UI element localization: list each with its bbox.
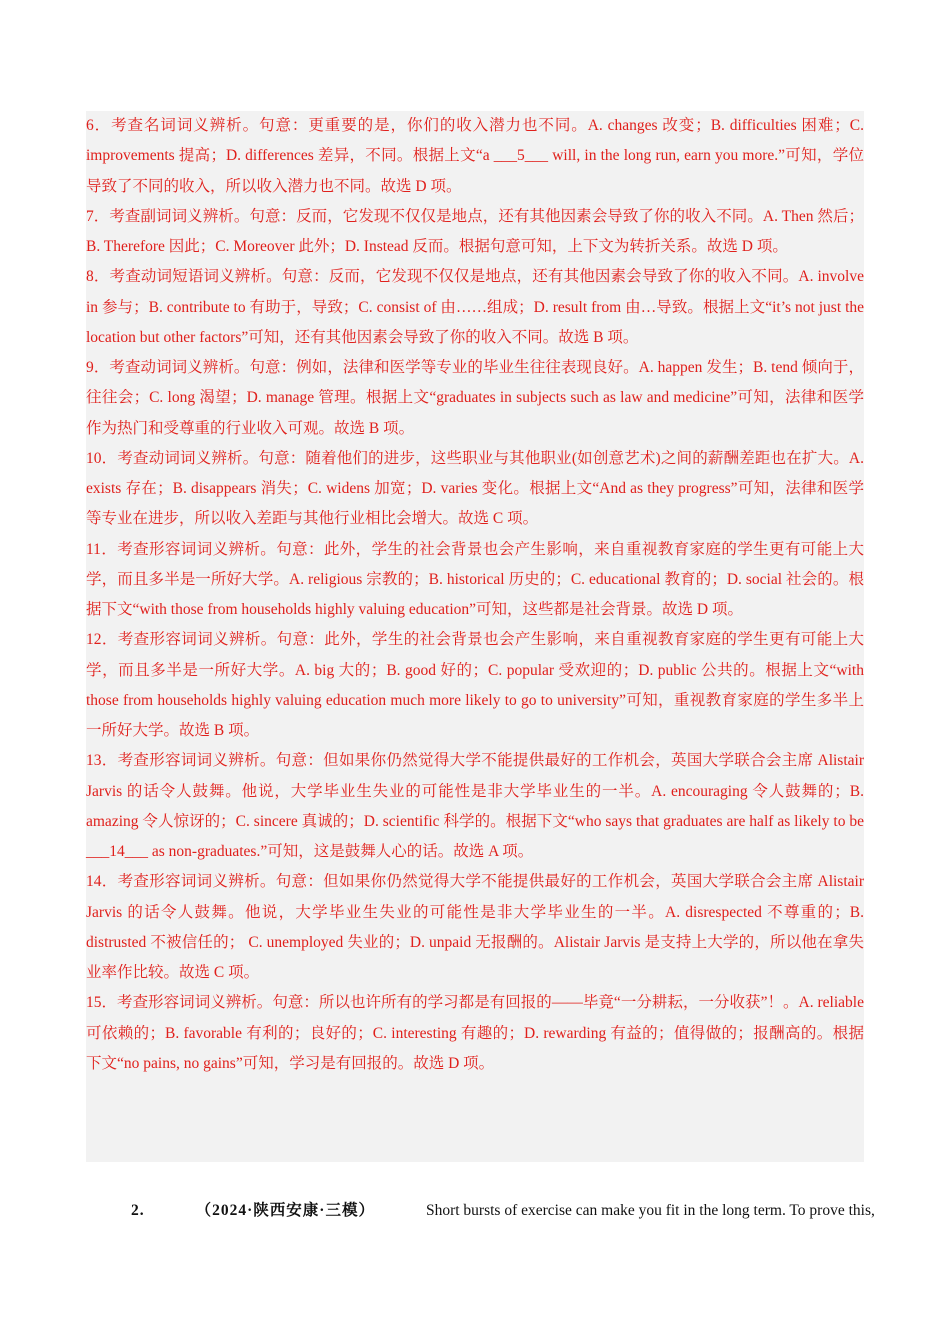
explanation-12: 12．考查形容词词义辨析。句意：此外，学生的社会背景也会产生影响，来自重视教育家庭的学生更有可能上大学，而且多半是一所好大学。A. big 大的；B. good 好的；C. popular 受欢迎的；D. public 公共的。根据上文“with those from households highly valuing education much more likely to go to university”可知，重视教育家庭的学生多半上一所好大学。故选 B 项。 <box>86 631 864 739</box>
explanation-6: 6．考查名词词义辨析。句意：更重要的是，你们的收入潜力也不同。A. changes 改变；B. difficulties 困难；C. improvements 提高；D. differences 差异，不同。根据上文“a ___5___ will, in the long run, earn you more.”可知，学位导致了不同的收入，所以收入潜力也不同。故选 D 项。 <box>86 117 864 195</box>
explanation-8: 8．考查动词短语词义辨析。句意：反而，它发现不仅仅是地点，还有其他因素会导致了你的收入不同。A. involve in 参与；B. contribute to 有助于，导致；C. consist of 由……组成；D. result from 由…导致。根据上文“it’s not just the location but other factors”可知，还有其他因素会导致了你的收入不同。故选 B 项。 <box>86 268 864 346</box>
explanation-7: 7．考查副词词义辨析。句意：反而，它发现不仅仅是地点，还有其他因素会导致了你的收入不同。A. Then 然后；B. Therefore 因此；C. Moreover 此外；D. Instead 反而。根据句意可知，上下文为转折关系。故选 D 项。 <box>86 207 864 255</box>
next-question-line <box>86 1196 875 1226</box>
question-text: Short bursts of exercise can make you fit in the long term. To prove this, <box>425 1202 875 1219</box>
explanation-9: 9．考查动词词义辨析。句意：例如，法律和医学等专业的毕业生往往表现良好。A. happen 发生；B. tend 倾向于，往往会；C. long 渴望；D. manage 管理。根据上文“graduates in subjects such as law and medicine”可知，法律和医学作为热门和受尊重的行业收入可观。故选 B 项。 <box>86 359 864 437</box>
explanation-15: 15．考查形容词词义辨析。句意：所以也许所有的学习都是有回报的——毕竟“一分耕耘，一分收获”！。A. reliable 可依赖的；B. favorable 有利的；良好的；C. interesting 有趣的；D. rewarding 有益的；值得做的；报酬高的。根据下文“no pains, no gains”可知，学习是有回报的。故选 D 项。 <box>86 994 864 1072</box>
question-number: 2. <box>131 1202 145 1219</box>
explanation-14: 14．考查形容词词义辨析。句意：但如果你仍然觉得大学不能提供最好的工作机会，英国大学联合会主席 Alistair Jarvis 的话令人鼓舞。他说，大学毕业生失业的可能性是非大学毕业生的一半。A. disrespected 不尊重的；B. distrusted 不被信任的； C. unemployed 失业的；D. unpaid 无报酬的。Alistair Jarvis 是支持上大学的，所以他在拿失业率作比较。故选 C 项。 <box>86 873 864 981</box>
explanation-11: 11．考查形容词词义辨析。句意：此外，学生的社会背景也会产生影响，来自重视教育家庭的学生更有可能上大学，而且多半是一所好大学。A. religious 宗教的；B. historical 历史的；C. educational 教育的；D. social 社会的。根据下文“with those from households highly valuing education”可知，这些都是社会背景。故选 D 项。 <box>86 540 864 618</box>
question-source: （2024·陕西安康·三模） <box>195 1202 375 1219</box>
explanation-10: 10．考查动词词义辨析。句意：随着他们的进步，这些职业与其他职业(如创意艺术)之间的薪酬差距也在扩大。A. exists 存在；B. disappears 消失；C. widens 加宽；D. varies 变化。根据上文“And as they progress”可知，法律和医学等专业在进步，所以收入差距与其他行业相比会增大。故选 C 项。 <box>86 449 864 528</box>
answer-explanations <box>86 111 864 1162</box>
explanation-13: 13．考查形容词词义辨析。句意：但如果你仍然觉得大学不能提供最好的工作机会，英国大学联合会主席 Alistair Jarvis 的话令人鼓舞。他说，大学毕业生失业的可能性是非大学毕业生的一半。A. encouraging 令人鼓舞的；B. amazing 令人惊讶的；C. sincere 真诚的；D. scientific 科学的。根据下文“who says that graduates are half as likely to be ___14___ as non-graduates.”可知，这是鼓舞人心的话。故选 A 项。 <box>86 752 864 860</box>
